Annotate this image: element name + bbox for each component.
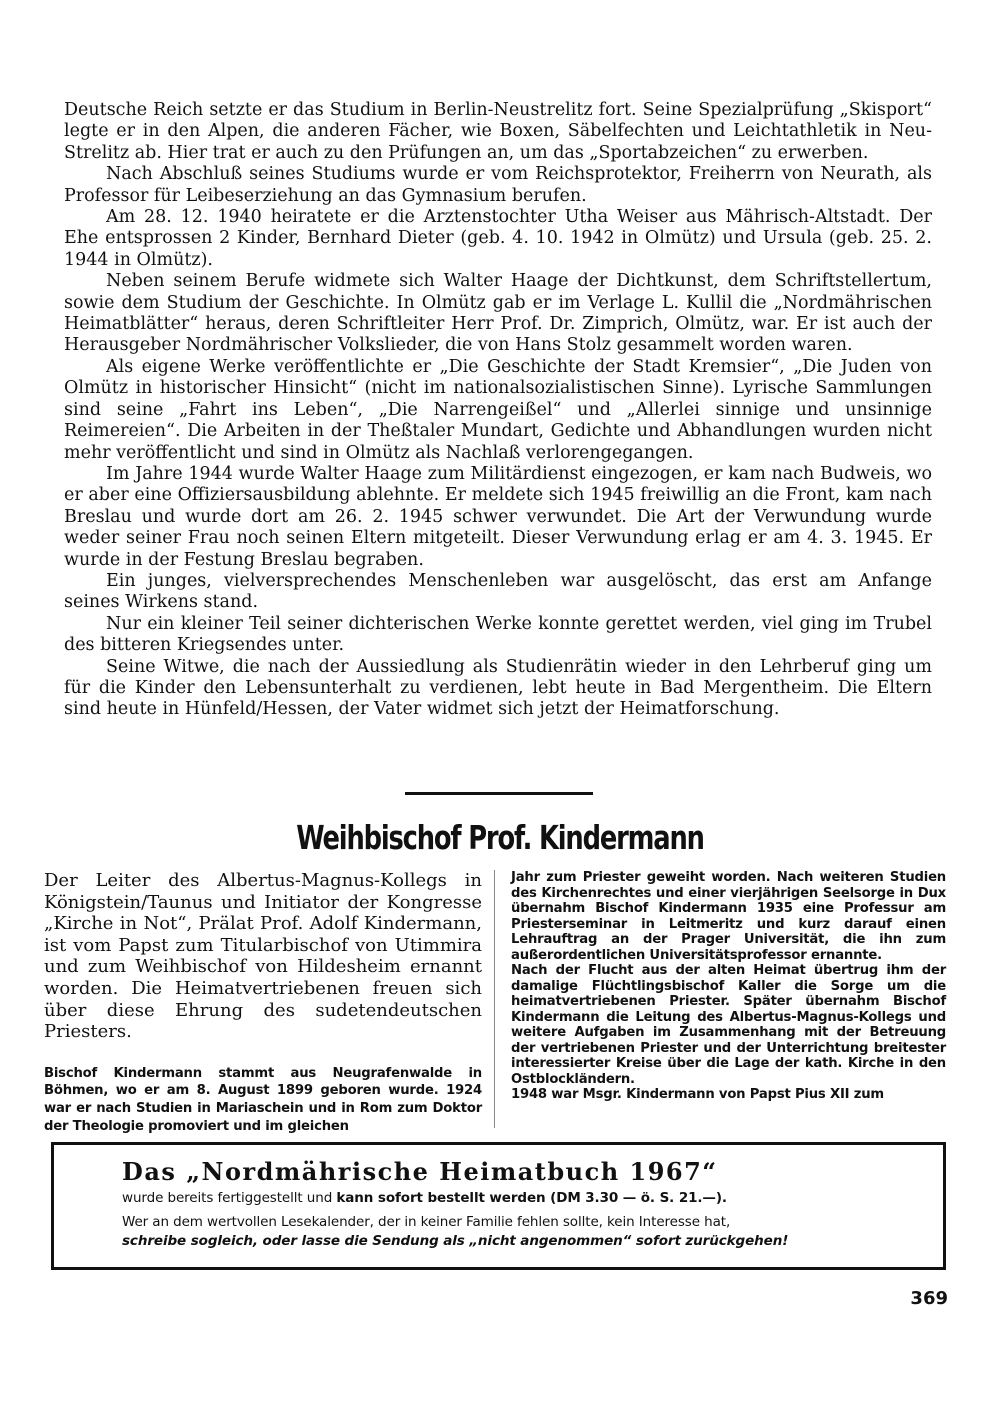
paragraph: Seine Witwe, die nach der Aussiedlung als Studienrätin wieder in den Lehrberuf ging um für die Kinder den Lebensunterhalt zu verdienen, lebt heute in Bad Mergentheim. Die Eltern sind heute in Hünfeld/Hessen, der Vater widmet sich jetzt der Heimatforschung. — [64, 656, 932, 720]
paragraph: Ein junges, vielversprechendes Menschenleben war ausgelöscht, das erst am Anfange seines Wirkens stand. — [64, 570, 932, 613]
paragraph: Nur ein kleiner Teil seiner dichterischen Werke konnte gerettet werden, viel ging im Trubel des bitteren Kriegsendes unter. — [64, 613, 932, 656]
advertisement-line-1-normal: wurde bereits fertiggestellt und — [122, 1190, 337, 1206]
paragraph: Als eigene Werke veröffentlichte er „Die Geschichte der Stadt Kremsier“, „Die Juden von Olmütz in historischer Hinsicht“ (nicht im nationalsozialistischen Sinne). Lyrische Sammlungen sind seine „Fahrt ins Leben“, „Die Narrengeißel“ und „Allerlei sinnige und unsinnige Reimereien“. Die Arbeiten in der Theßtaler Mundart, Gedichte und Abhandlungen wurden nicht mehr veröffentlicht und sind in Olmütz als Nachlaß verlorengegangen. — [64, 356, 932, 463]
paragraph: Neben seinem Berufe widmete sich Walter Haage der Dichtkunst, dem Schriftstellertum, sowie dem Studium der Geschichte. In Olmütz gab er im Verlage L. Kullil die „Nordmährischen Heimatblätter“ heraus, deren Schriftleiter Herr Prof. Dr. Zimprich, Olmütz, war. Er ist auch der Herausgeber Nordmährischer Volkslieder, die von Hans Stolz gesammelt worden waren. — [64, 271, 932, 356]
article-lead: Der Leiter des Albertus-Magnus-Kollegs in Königstein/Taunus und Initiator der Kongresse „Kirche in Not“, Prälat Prof. Adolf Kindermann, ist vom Papst zum Titularbischof von Utimmira und zum Weihbischof von Hildesheim ernannt worden. Die Heimatvertriebenen freuen sich über diese Ehrung des sudetendeutschen Priesters. — [44, 870, 482, 1043]
advertisement-line-3: schreibe sogleich, oder lasse die Sendung als „nicht angenommen“ sofort zurückgehen! — [122, 1233, 789, 1249]
advertisement-title: Das „Nordmährische Heimatbuch 1967“ — [122, 1157, 718, 1186]
advertisement-line-1-bold: kann sofort bestellt werden (DM 3.30 — ö. S. 21.—). — [336, 1190, 727, 1206]
advertisement-line-2: Wer an dem wertvollen Lesekalender, der in keiner Familie fehlen sollte, kein Interesse hat, — [122, 1214, 731, 1230]
article-body-paragraph: Jahr zum Priester geweiht worden. Nach weiteren Studien des Kirchenrechtes und einer vierjährigen Seelsorge in Dux übernahm Bischof Kindermann 1935 eine Professur am Priesterseminar in Leitmeritz und kurz darauf einen Lehrauftrag an der Prager Universität, die ihn zum außerordentlichen Universitätsprofessor ernannte. — [511, 870, 946, 963]
left-column — [44, 870, 482, 1135]
article-body-left: Bischof Kindermann stammt aus Neugrafenwalde in Böhmen, wo er am 8. August 1899 geboren wurde. 1924 war er nach Studien in Mariaschein und in Rom zum Doktor der Theologie promoviert und im gleichen — [44, 1065, 482, 1134]
paragraph: Am 28. 12. 1940 heiratete er die Arztenstochter Utha Weiser aus Mährisch-Altstadt. Der Ehe entsprossen 2 Kinder, Bernhard Dieter (geb. 4. 10. 1942 in Olmütz) und Ursula (geb. 25. 2. 1944 in Olmütz). — [64, 207, 932, 270]
article-body-paragraph: Nach der Flucht aus der alten Heimat übertrug ihm der damalige Flüchtlingsbischof Kaller die Sorge um die heimatvertriebenen Priester. Später übernahm Bischof Kindermann die Leitung des Albertus-Magnus-Kollegs und weitere Aufgaben im Zusammenhang mit der Betreuung der vertriebenen Priester und der Unterrichtung breitester interessierter Kreise über die Lage der kath. Kirche in den Ostblockländern. — [511, 963, 946, 1087]
advertisement-box — [51, 1142, 946, 1270]
paragraph: Im Jahre 1944 wurde Walter Haage zum Militärdienst eingezogen, er kam nach Budweis, wo er aber eine Offiziersausbildung ablehnte. Er meldete sich 1945 freiwillig an die Front, kam nach Breslau und wurde dort am 26. 2. 1945 schwer verwundet. Die Art der Verwundung wurde weder seiner Frau noch seinen Eltern mitgeteilt. Dieser Verwundung erlag er am 4. 3. 1945. Er wurde in der Festung Breslau begraben. — [64, 463, 932, 570]
paragraph: Deutsche Reich setzte er das Studium in Berlin-Neustrelitz fort. Seine Spezialprüfung „Skisport“ legte er in den Alpen, die anderen Fächer, wie Boxen, Säbelfechten und Leichtathletik in Neu-Strelitz ab. Hier trat er auch zu den Prüfungen an, um das „Sportabzeichen“ zu erwerben. — [64, 100, 932, 163]
section-divider — [405, 792, 593, 795]
right-column — [511, 870, 946, 1103]
advertisement-line-1 — [122, 1189, 943, 1208]
article-continuation — [64, 100, 932, 721]
page-number: 369 — [910, 1288, 948, 1309]
article-body-paragraph: 1948 war Msgr. Kindermann von Papst Pius XII zum — [511, 1087, 884, 1102]
paragraph: Nach Abschluß seines Studiums wurde er vom Reichsprotektor, Freiherrn von Neurath, als Professor für Leibeserziehung an das Gymnasium berufen. — [64, 164, 932, 206]
article-headline: Weihbischof Prof. Kindermann — [296, 818, 704, 857]
column-divider — [494, 870, 495, 1128]
